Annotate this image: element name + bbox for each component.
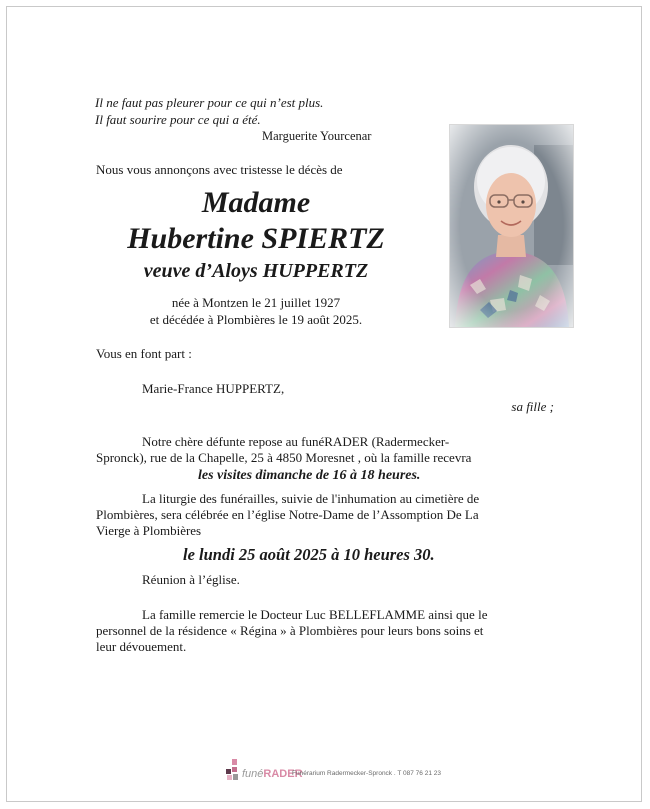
- quote: [95, 94, 323, 128]
- deceased-title: Madame: [201, 186, 311, 219]
- widow-of: veuve d’Aloys HUPPERTZ: [143, 260, 369, 282]
- portrait-illustration: [450, 125, 573, 327]
- footer-company: Funérarium Radermecker-Spronck: [292, 770, 393, 777]
- portrait-photo: [449, 124, 574, 328]
- thanks-line-3: leur dévouement.: [96, 639, 187, 654]
- thanks-line-2: personnel de la résidence « Régina » à Plombières pour leurs bons soins et: [96, 623, 484, 638]
- funeral-line-2: Plombières, sera célébrée en l’église Notre-Dame de l’Assomption De La: [96, 507, 479, 522]
- quote-line-2: Il faut sourire pour ce qui a été.: [95, 112, 261, 127]
- quote-line-1: Il ne faut pas pleurer pour ce qui n’est plus.: [95, 95, 324, 110]
- death-line: et décédée à Plombières le 19 août 2025.: [149, 312, 363, 327]
- footer-phone: . T 087 76 21 23: [393, 770, 441, 777]
- quote-author: Marguerite Yourcenar: [262, 129, 372, 143]
- brand-prefix: funé: [242, 768, 264, 780]
- rest-paragraph: [96, 434, 554, 466]
- family-relation: sa fille ;: [511, 399, 554, 414]
- funeral-paragraph: [96, 491, 554, 539]
- deceased-name: Hubertine SPIERTZ: [127, 222, 385, 255]
- funeral-line-1: La liturgie des funérailles, suivie de l'inhumation au cimetière de: [142, 491, 480, 506]
- reunion-note: Réunion à l’église.: [142, 572, 240, 587]
- rest-line-1: Notre chère défunte repose au funéRADER (Radermecker-: [142, 434, 450, 449]
- thanks-line-1: La famille remercie le Docteur Luc BELLEFLAMME ainsi que le: [142, 607, 488, 622]
- funeral-datetime: le lundi 25 août 2025 à 10 heures 30.: [183, 545, 435, 564]
- family-member: Marie-France HUPPERTZ,: [142, 381, 285, 396]
- brand-name: RADER: [263, 768, 303, 780]
- notice-intro: Vous en font part :: [96, 346, 192, 361]
- visits-info: les visites dimanche de 16 à 18 heures.: [198, 468, 421, 483]
- rest-line-2: Spronck), rue de la Chapelle, 25 à 4850 Moresnet , où la famille recevra: [96, 450, 472, 465]
- birth-line: née à Montzen le 21 juillet 1927: [171, 295, 341, 310]
- funeral-line-3: Vierge à Plombières: [96, 523, 202, 538]
- footer-contact: [292, 770, 441, 778]
- funerader-logo-icon: [226, 757, 240, 781]
- thanks-paragraph: [96, 607, 554, 655]
- announcement: Nous vous annonçons avec tristesse le décès de: [96, 162, 343, 177]
